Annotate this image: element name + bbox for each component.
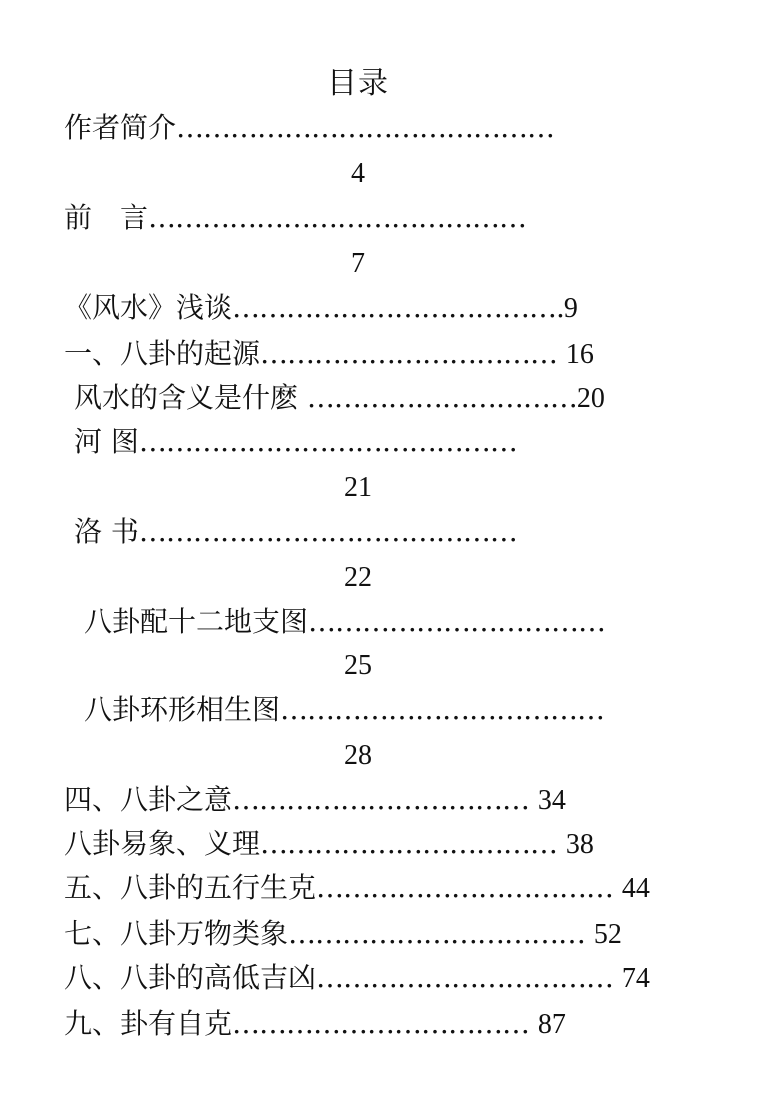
- toc-entry-leader: …………………………: [306, 381, 577, 414]
- toc-entry-leader: ……………………………: [316, 961, 614, 994]
- toc-entry-page-number: 25: [344, 650, 372, 681]
- toc-entry-label: 八卦易象、义理: [64, 827, 261, 860]
- toc-entry-bagua-fortune[interactable]: [64, 958, 650, 998]
- toc-entry-author-intro[interactable]: [64, 108, 554, 148]
- toc-entry-page-number: 74: [621, 963, 650, 994]
- toc-entry-hetu[interactable]: [74, 422, 517, 462]
- toc-entry-leader: ………………………………: [280, 693, 605, 726]
- toc-entry-leader: ……………………………: [232, 1007, 530, 1040]
- toc-entry-gua-self-restraint[interactable]: [64, 1004, 566, 1044]
- toc-entry-bagua-meaning[interactable]: [64, 780, 566, 820]
- toc-entry-leader: ……………………………: [260, 337, 558, 370]
- toc-entry-luoshu[interactable]: [74, 512, 517, 552]
- toc-entry-preface[interactable]: [64, 198, 526, 238]
- toc-entry-page-number: 4: [351, 158, 365, 189]
- toc-entry-label: 九、卦有自克: [64, 1007, 233, 1040]
- toc-entry-leader: ……………………………: [232, 783, 530, 816]
- toc-entry-page-number: 20: [576, 383, 605, 414]
- toc-entry-label: 四、八卦之意: [64, 783, 233, 816]
- toc-entry-fengshui-meaning[interactable]: [74, 378, 605, 418]
- toc-entry-label: 前 言: [64, 201, 149, 234]
- toc-title: 目录: [327, 66, 389, 101]
- toc-entry-leader: ……………………………: [260, 827, 558, 860]
- toc-entry-page-number: 16: [565, 339, 594, 370]
- toc-entry-page-number: 7: [351, 248, 365, 279]
- toc-entry-label: 八卦环形相生图: [84, 693, 281, 726]
- toc-entry-label: 作者简介: [64, 111, 177, 144]
- toc-entry-leader: ……………………………………: [138, 515, 517, 548]
- toc-entry-page-number: 38: [565, 829, 594, 860]
- toc-entry-leader: ……………………………………: [176, 111, 555, 144]
- toc-entry-label: 洛 书: [74, 515, 139, 548]
- toc-entry-bagua-images[interactable]: [64, 824, 594, 864]
- toc-entry-label: 《风水》浅谈: [64, 291, 233, 324]
- toc-entry-label: 五、八卦的五行生克: [64, 871, 317, 904]
- toc-entry-leader: ……………………………: [308, 605, 606, 638]
- toc-entry-leader: ……………………………….: [232, 291, 564, 324]
- toc-entry-bagua-origin[interactable]: [64, 334, 594, 374]
- toc-entry-leader: ……………………………: [316, 871, 614, 904]
- toc-entry-page-number: 9: [563, 293, 578, 324]
- toc-entry-bagua-five-elements[interactable]: [64, 868, 650, 908]
- toc-entry-page-number: 28: [344, 740, 372, 771]
- toc-entry-fengshui-talk[interactable]: [64, 288, 578, 328]
- toc-entry-label: 风水的含义是什麽: [74, 381, 307, 414]
- toc-entry-label: 八、八卦的高低吉凶: [64, 961, 317, 994]
- toc-entry-bagua-all-things[interactable]: [64, 914, 622, 954]
- toc-entry-page-number: 22: [344, 562, 372, 593]
- toc-entry-page-number: 34: [537, 785, 566, 816]
- toc-entry-label: 一、八卦的起源: [64, 337, 261, 370]
- toc-entry-leader: ……………………………: [288, 917, 586, 950]
- toc-entry-page-number: 52: [593, 919, 622, 950]
- toc-entry-bagua-earthly-branches[interactable]: [84, 602, 605, 642]
- toc-entry-label: 七、八卦万物类象: [64, 917, 289, 950]
- toc-entry-leader: ……………………………………: [138, 425, 517, 458]
- toc-entry-label: 河 图: [74, 425, 139, 458]
- toc-entry-page-number: 87: [537, 1009, 566, 1040]
- toc-entry-page-number: 21: [344, 472, 372, 503]
- toc-entry-page-number: 44: [621, 873, 650, 904]
- toc-entry-leader: ……………………………………: [148, 201, 527, 234]
- toc-entry-label: 八卦配十二地支图: [84, 605, 309, 638]
- toc-entry-bagua-ring[interactable]: [84, 690, 604, 730]
